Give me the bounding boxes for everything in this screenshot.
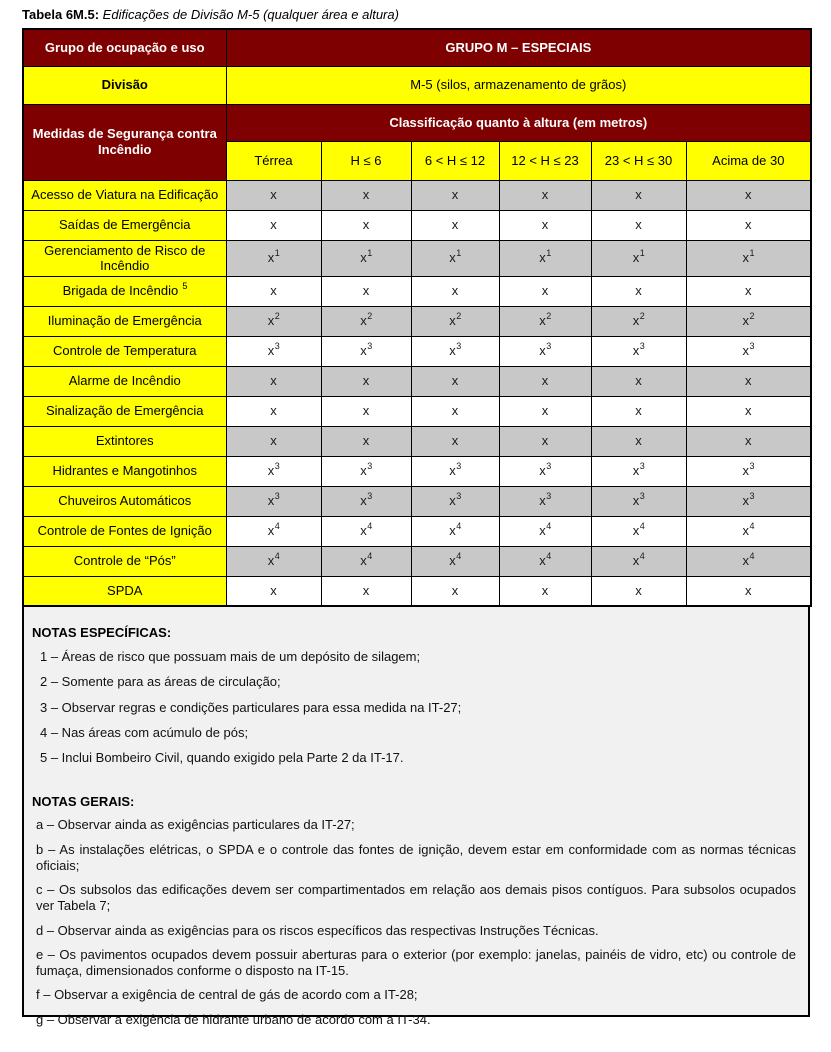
mark-cell: $x^3$ [411,336,499,366]
note-item: c – Os subsolos das edificações devem ser compartimentados em relação aos demais pisos contíguos. Para subsolos ocupados ver Tabela 7; [36,882,796,914]
group-value-cell: GRUPO M – ESPECIAIS [226,29,811,66]
mark-cell: $x^3$ [321,336,411,366]
table-row [23,516,811,546]
mark-cell: $x^3$ [321,456,411,486]
mark-cell: $x^2$ [411,306,499,336]
mark-cell: x [321,180,411,210]
note-item: b – As instalações elétricas, o SPDA e o controle das fontes de ignição, devem estar em conformidade com as normas técnicas oficiais; [36,841,796,873]
height-column-header: 23 < H ≤ 30 [591,141,686,180]
note-item: 4 – Nas áreas com acúmulo de pós; [40,724,249,740]
mark-cell: x [499,396,591,426]
mark-cell: $x^4$ [686,546,811,576]
mark-cell: $x^4$ [411,546,499,576]
note-item: e – Os pavimentos ocupados devem possuir aberturas para o exterior (por exemplo: janelas, painéis de vidro, etc) ou controle de fumaça, dimensionados conforme o disposto na IT-15. [36,946,796,979]
specific-notes-heading: NOTAS ESPECÍFICAS: [32,625,172,641]
height-column-header: 6 < H ≤ 12 [411,141,499,180]
mark-cell: x [411,396,499,426]
mark-cell: $x^4$ [591,546,686,576]
mark-cell: x [499,576,591,606]
note-item: 3 – Observar regras e condições particulares para essa medida na IT-27; [40,699,462,715]
mark-cell: $x^2$ [686,306,811,336]
general-notes-list [32,817,796,1028]
height-column-header: 12 < H ≤ 23 [499,141,591,180]
division-label-cell: Divisão [23,66,226,104]
mark-cell: $x^1$ [226,240,321,276]
mark-cell: $x^4$ [686,516,811,546]
group-label-cell: Grupo de ocupação e uso [23,29,226,66]
mark-cell: x [321,426,411,456]
table-row [23,426,811,456]
measure-label-cell: Gerenciamento de Risco de Incêndio [23,240,226,276]
mark-cell: x [411,366,499,396]
measure-label-cell: Chuveiros Automáticos [23,486,226,516]
mark-cell: x [686,180,811,210]
mark-cell: x [591,396,686,426]
mark-cell: $x^4$ [591,516,686,546]
measure-label-cell: Controle de “Pós” [23,546,226,576]
mark-cell: x [591,180,686,210]
mark-cell: $x^3$ [226,336,321,366]
mark-cell: x [226,180,321,210]
mark-cell: x [321,210,411,240]
mark-cell: x [321,396,411,426]
table-row [23,576,811,606]
mark-cell: x [411,180,499,210]
mark-cell: x [411,576,499,606]
mark-cell: x [591,426,686,456]
general-notes-heading: NOTAS GERAIS: [32,794,135,810]
mark-cell: $x^3$ [321,486,411,516]
table-row [23,486,811,516]
mark-cell: $x^3$ [499,486,591,516]
table-title [22,7,831,22]
measure-label-cell: Extintores [23,426,226,456]
measure-label-cell: Brigada de Incêndio $^5$ [23,276,226,306]
note-item: 1 – Áreas de risco que possuam mais de um depósito de silagem; [40,649,421,665]
mark-cell: $x^3$ [686,336,811,366]
mark-cell: x [226,396,321,426]
mark-cell: $x^4$ [499,516,591,546]
mark-cell: x [686,210,811,240]
mark-cell: $x^1$ [499,240,591,276]
measures-label-cell: Medidas de Segurança contra Incêndio [23,104,226,180]
measure-label-cell: Alarme de Incêndio [23,366,226,396]
mark-cell: $x^4$ [321,516,411,546]
measure-label-cell: SPDA [23,576,226,606]
table-row [23,366,811,396]
mark-cell: x [226,366,321,396]
mark-cell: x [411,276,499,306]
height-column-header: H ≤ 6 [321,141,411,180]
mark-cell: x [226,426,321,456]
mark-cell: $x^4$ [499,546,591,576]
mark-cell: $x^2$ [591,306,686,336]
mark-cell: x [321,366,411,396]
table-row [23,336,811,366]
mark-cell: x [321,576,411,606]
mark-cell: $x^1$ [591,240,686,276]
mark-cell: x [686,426,811,456]
mark-cell: x [591,276,686,306]
table-title-description: Edificações de Divisão M-5 (qualquer área e altura) [99,7,399,22]
mark-cell: $x^2$ [226,306,321,336]
mark-cell: $x^4$ [226,516,321,546]
mark-cell: $x^4$ [321,546,411,576]
note-item: a – Observar ainda as exigências particulares da IT-27; [36,817,355,833]
mark-cell: $x^3$ [411,486,499,516]
table-row [23,210,811,240]
table-row [23,546,811,576]
classification-header-row [23,104,811,141]
division-row [23,66,811,104]
table-row [23,306,811,336]
mark-cell: x [226,210,321,240]
mark-cell: $x^2$ [321,306,411,336]
table-row [23,396,811,426]
mark-cell: $x^3$ [499,456,591,486]
measure-label-cell: Sinalização de Emergência [23,396,226,426]
mark-cell: x [411,426,499,456]
measure-label-cell: Saídas de Emergência [23,210,226,240]
mark-cell: $x^1$ [321,240,411,276]
mark-cell: x [686,396,811,426]
note-item: 5 – Inclui Bombeiro Civil, quando exigido pela Parte 2 da IT-17. [40,750,404,766]
division-value-cell: M-5 (silos, armazenamento de grãos) [226,66,811,104]
mark-cell: x [686,576,811,606]
classification-label-cell: Classificação quanto à altura (em metros) [226,104,811,141]
note-item: g – Observar a exigência de hidrante urbano de acordo com a IT-34. [36,1011,431,1027]
mark-cell: $x^3$ [591,336,686,366]
height-column-header: Térrea [226,141,321,180]
mark-cell: $x^3$ [591,486,686,516]
specific-notes-list [32,649,796,766]
measure-label-cell: Controle de Fontes de Ignição [23,516,226,546]
mark-cell: x [499,426,591,456]
mark-cell: x [499,180,591,210]
mark-cell: $x^4$ [226,546,321,576]
mark-cell: x [499,366,591,396]
measure-label-cell: Hidrantes e Mangotinhos [23,456,226,486]
measure-label-cell: Controle de Temperatura [23,336,226,366]
mark-cell: $x^3$ [411,456,499,486]
mark-cell: x [321,276,411,306]
mark-cell: x [591,210,686,240]
mark-cell: $x^3$ [226,456,321,486]
table-title-number: Tabela 6M.5: [22,7,100,22]
mark-cell: x [226,576,321,606]
note-item: d – Observar ainda as exigências para os riscos específicos das respectivas Instruções Técnicas. [36,922,599,938]
mark-cell: x [411,210,499,240]
mark-cell: $x^2$ [499,306,591,336]
mark-cell: x [686,366,811,396]
mark-cell: $x^3$ [686,486,811,516]
mark-cell: $x^3$ [499,336,591,366]
measure-label-cell: Iluminação de Emergência [23,306,226,336]
mark-cell: $x^3$ [686,456,811,486]
mark-cell: $x^4$ [411,516,499,546]
mark-cell: x [686,276,811,306]
mark-cell: $x^1$ [411,240,499,276]
table-row [23,456,811,486]
group-header-row [23,29,811,66]
note-item: 2 – Somente para as áreas de circulação; [40,674,281,690]
mark-cell: x [499,276,591,306]
mark-cell: x [226,276,321,306]
mark-cell: $x^1$ [686,240,811,276]
height-column-header: Acima de 30 [686,141,811,180]
mark-cell: $x^3$ [591,456,686,486]
mark-cell: x [591,366,686,396]
notes-box [22,607,810,1027]
measure-label-cell: Acesso de Viatura na Edificação [23,180,226,210]
mark-cell: $x^3$ [226,486,321,516]
mark-cell: x [499,210,591,240]
table-row [23,240,811,276]
fire-safety-requirements-table [22,28,812,607]
table-row [23,180,811,210]
note-item: f – Observar a exigência de central de gás de acordo com a IT-28; [36,987,418,1003]
table-row [23,276,811,306]
mark-cell: x [591,576,686,606]
